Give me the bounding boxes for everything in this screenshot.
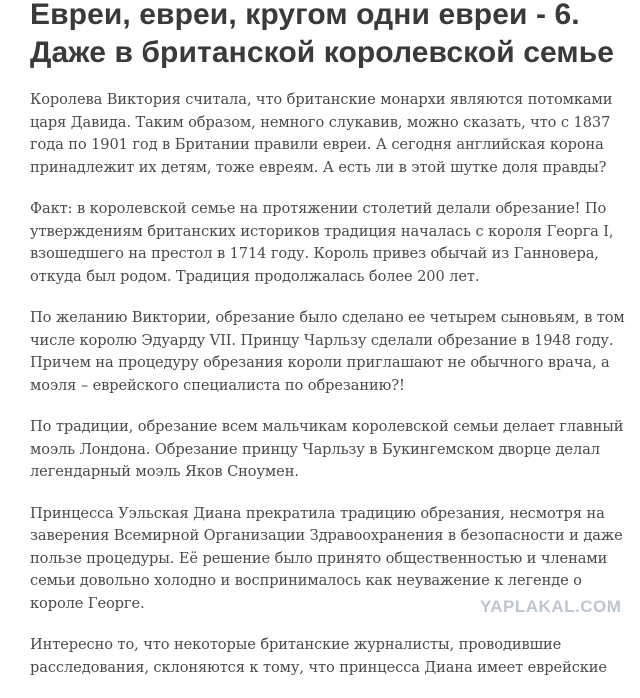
- text-line: моэль Лондона. Обрезание принцу Чарльзу в Букингемском дворце делал: [30, 440, 600, 458]
- paragraph: [30, 416, 635, 484]
- site-watermark: YAPLAKAL.COM: [480, 597, 622, 616]
- title-line: Евреи, евреи, кругом одни евреи - 6.: [30, 0, 580, 31]
- text-line: числе королю Эдуарду VII. Принцу Чарльзу сделали обрезание в 1948 году.: [30, 331, 614, 349]
- text-line: откуда был родом. Традиция продолжалась более 200 лет.: [30, 267, 480, 285]
- text-line: пользе процедуры. Её решение было принято общественностью и членами: [30, 549, 608, 567]
- title-line: Даже в британской королевской семье: [30, 36, 615, 69]
- text-line: Королева Виктория считала, что британские монархи являются потомками: [30, 91, 613, 108]
- text-line: легендарный моэль Яков Сноумен.: [30, 463, 299, 480]
- paragraph: [30, 89, 635, 179]
- paragraph: [30, 198, 635, 288]
- text-line: По желанию Виктории, обрезание было сделано ее четырем сыновьям, в том: [30, 309, 625, 326]
- text-line: принадлежит их детям, тоже евреям. А есть ли в этой шутке доля правды?: [30, 158, 607, 176]
- text-line: Причем на процедуру обрезания короли приглашают не обычного врача, а: [30, 354, 610, 371]
- text-line: утверждениям британских историков традиция началась с короля Георга I,: [30, 222, 614, 240]
- text-line: короле Георге.: [30, 594, 145, 612]
- text-line: По традиции, обрезание всем мальчикам королевской семьи делает главный: [30, 418, 624, 435]
- paragraph: [30, 634, 635, 679]
- text-line: Принцесса Уэльская Диана прекратила традицию обрезания, несмотря на: [30, 504, 605, 522]
- text-line: Факт: в королевской семье на протяжении столетий делали обрезание! По: [30, 200, 607, 217]
- text-line: заверения Всемирной Организации Здравоохранения в безопасности и даже: [30, 527, 623, 544]
- text-line: года по 1901 год в Британии правили евреи. А сегодня английская корона: [30, 136, 604, 153]
- paragraph: [30, 307, 635, 397]
- text-line: Интересно то, что некоторые британские журналисты, проводившие: [30, 636, 562, 653]
- text-line: царя Давида. Таким образом, немного слукавив, можно сказать, что с 1837: [30, 113, 611, 131]
- text-line: расследования, склоняются к тому, что принцесса Диана имеет еврейские: [30, 658, 607, 676]
- text-line: взошедшего на престол в 1714 году. Король привез обычай из Ганновера,: [30, 245, 599, 262]
- text-line: семьи довольно холодно и воспринималось как неуважение к легенде о: [30, 572, 582, 589]
- text-line: моэля – еврейского специалиста по обрезанию?!: [30, 376, 405, 394]
- article-title: [30, 0, 635, 72]
